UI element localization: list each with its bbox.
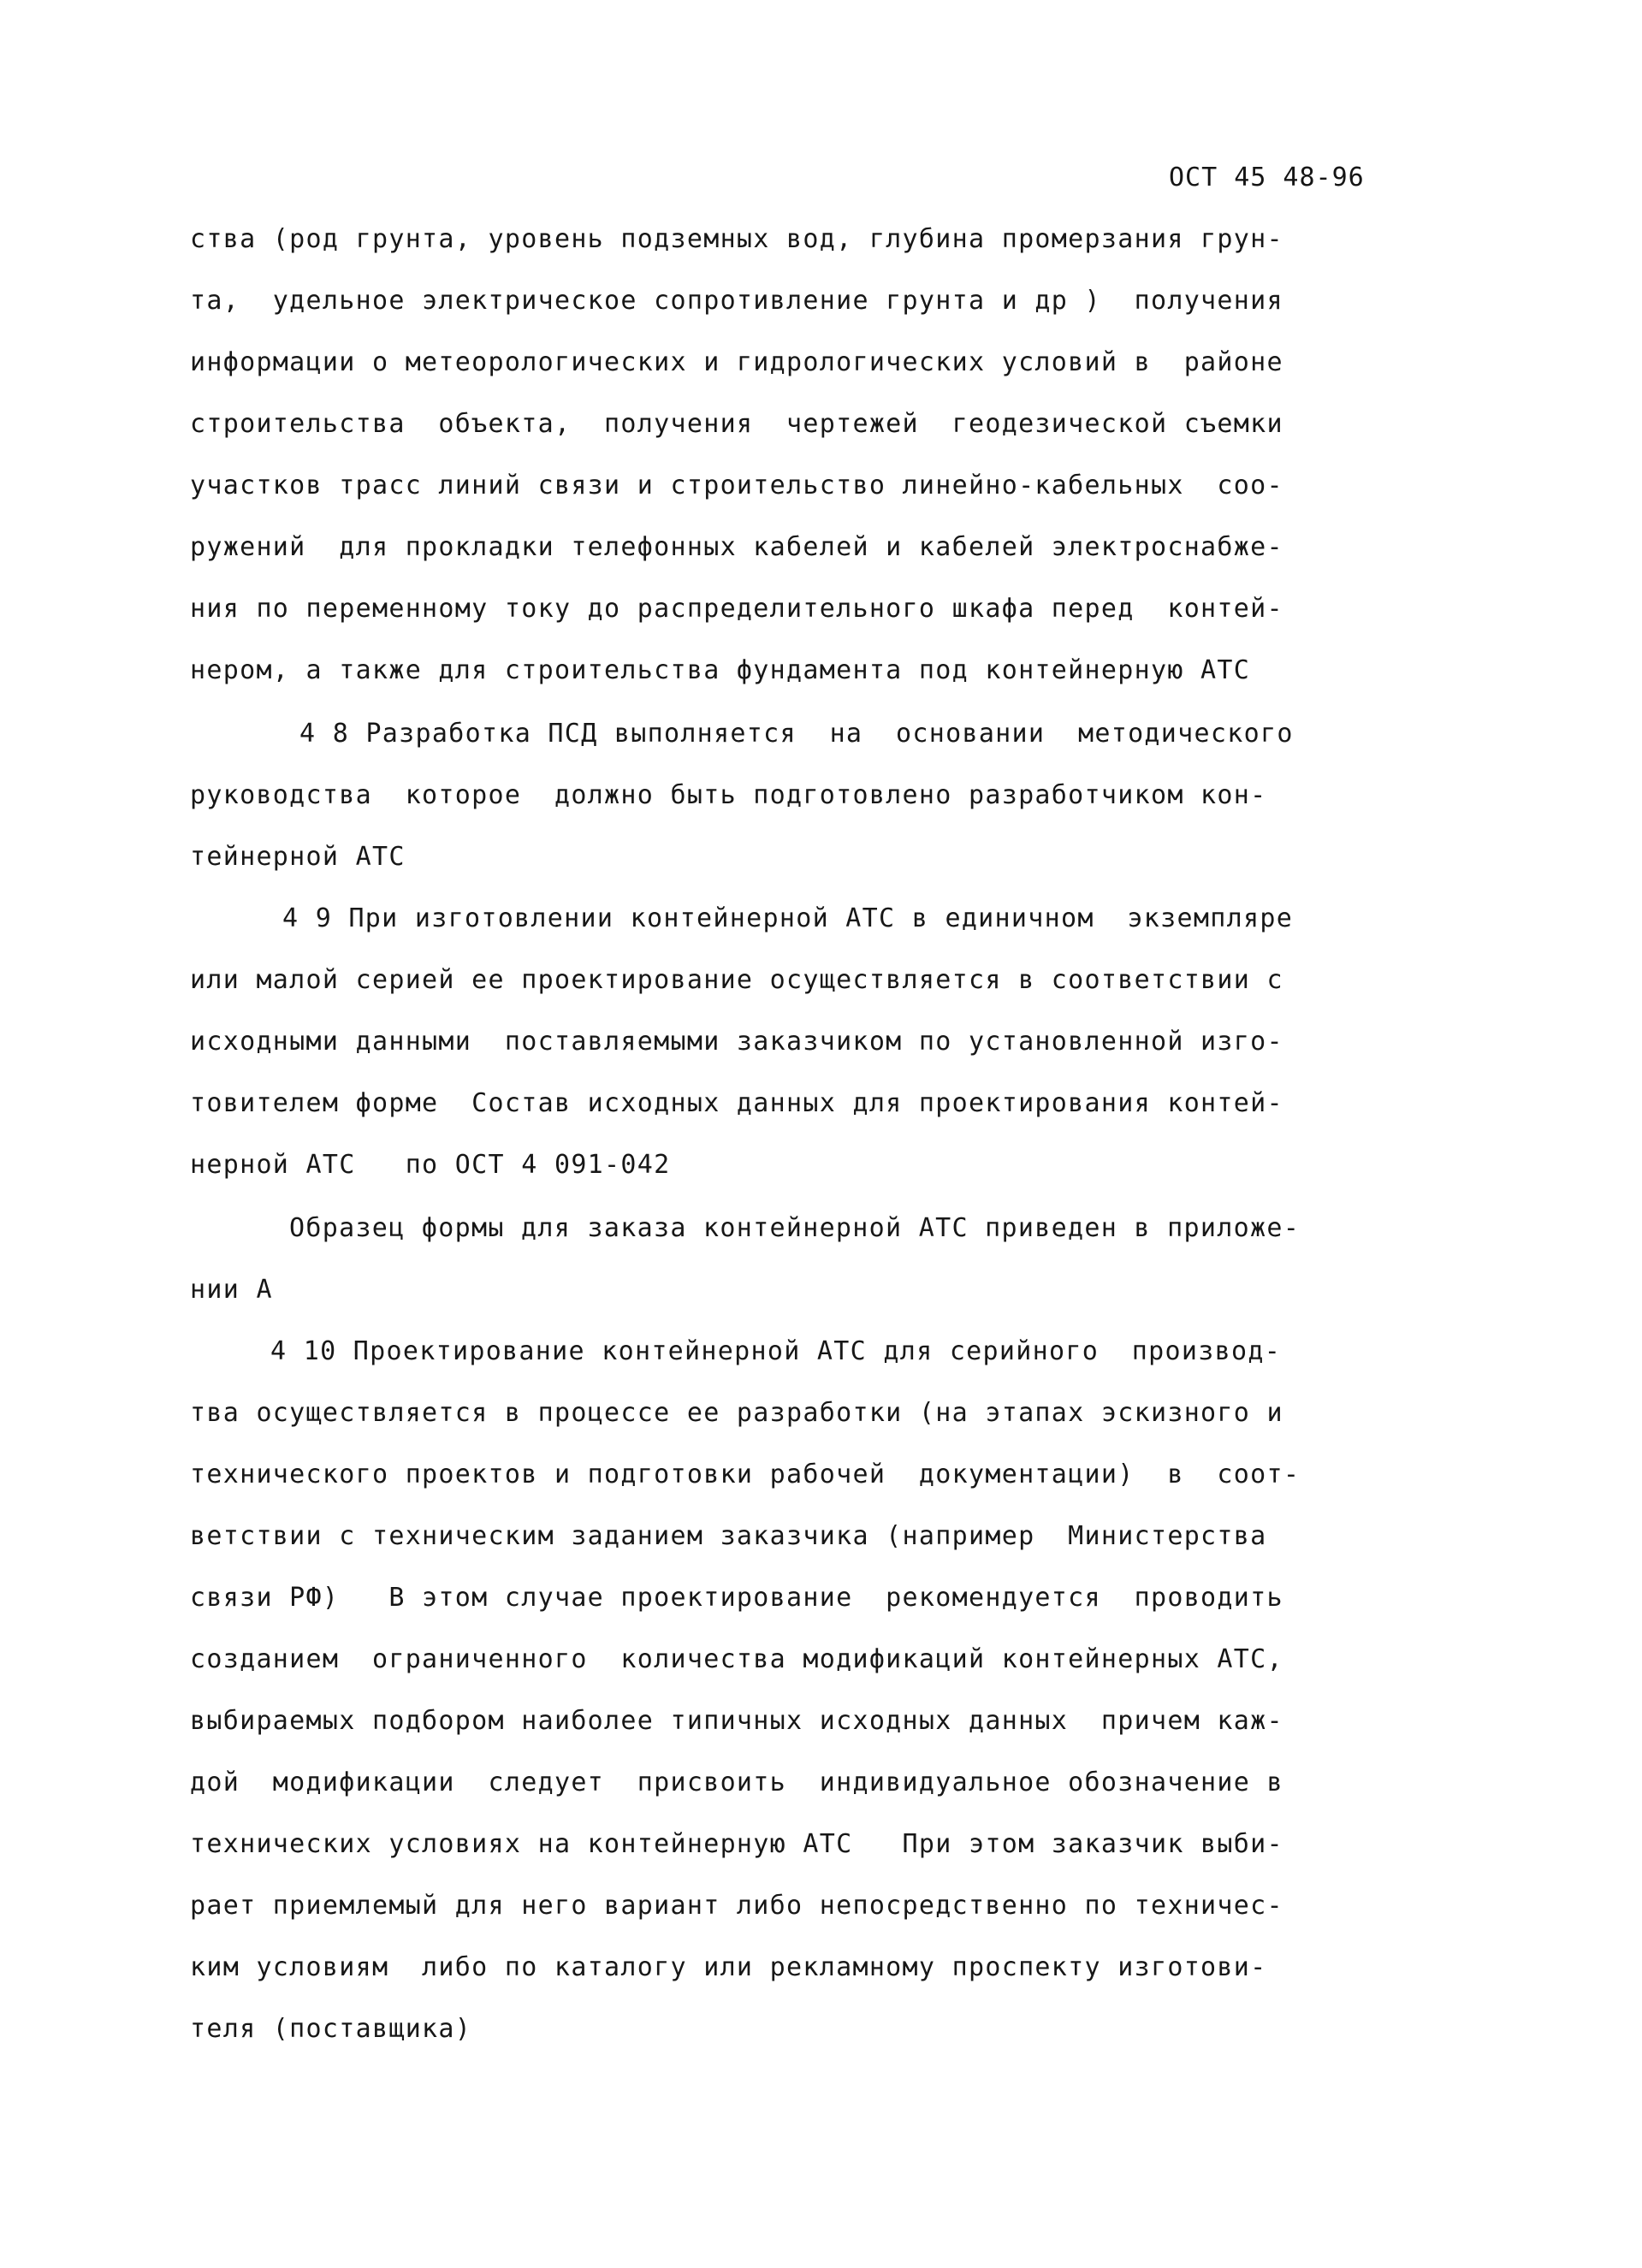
text-line: товителем форме Состав исходных данных для проектирования контей- <box>190 1088 1283 1118</box>
text-line: ружений для прокладки телефонных кабелей и кабелей электроснабже- <box>190 532 1283 562</box>
text-line: связи РФ) В этом случае проектирование рекомендуется проводить <box>190 1583 1283 1613</box>
text-line: дой модификации следует присвоить индивидуальное обозначение в <box>190 1768 1283 1797</box>
text-line: тва осуществляется в процессе ее разработки (на этапах эскизного и <box>190 1398 1283 1428</box>
text-line: участков трасс линий связи и строительство линейно-кабельных соо- <box>190 471 1283 500</box>
text-line: рает приемлемый для него вариант либо непосредственно по техничес- <box>190 1891 1283 1921</box>
text-line: та, удельное электрическое сопротивление грунта и др ) получения <box>190 286 1283 316</box>
document-code-header: ОСТ 45 48-96 <box>1169 163 1365 192</box>
paragraph-4-10-first-line: 4 10 Проектирование контейнерной АТС для серийного производ- <box>270 1336 1282 1366</box>
text-line: нером, а также для строительства фундамента под контейнерную АТС <box>190 655 1251 685</box>
text-line: ства (род грунта, уровень подземных вод, глубина промерзания грун- <box>190 224 1283 254</box>
text-line: строительства объекта, получения чертежей геодезической съемки <box>190 409 1283 439</box>
text-line: теля (поставщика) <box>190 2014 472 2044</box>
text-line: созданием ограниченного количества модификаций контейнерных АТС, <box>190 1644 1283 1674</box>
text-line: ким условиям либо по каталогу или рекламному проспекту изготови- <box>190 1952 1267 1982</box>
text-line: ния по переменному току до распределительного шкафа перед контей- <box>190 594 1283 624</box>
text-line: ветствии с техническим заданием заказчика (например Министерства <box>190 1521 1267 1551</box>
paragraph-4-9-first-line: 4 9 При изготовлении контейнерной АТС в единичном экземпляре <box>282 903 1294 933</box>
text-line: технического проектов и подготовки рабочей документации) в соот- <box>190 1460 1301 1489</box>
text-line: технических условиях на контейнерную АТС При этом заказчик выби- <box>190 1829 1283 1859</box>
text-line: выбираемых подбором наиболее типичных исходных данных причем каж- <box>190 1706 1283 1736</box>
paragraph-sample-form-first-line: Образец формы для заказа контейнерной АТС приведен в приложе- <box>289 1213 1301 1243</box>
text-line: исходными данными поставляемыми заказчиком по установленной изго- <box>190 1027 1283 1057</box>
text-line: нии А <box>190 1275 273 1305</box>
text-line: нерной АТС по ОСТ 4 091-042 <box>190 1150 671 1180</box>
text-line: или малой серией ее проектирование осуществляется в соответствии с <box>190 965 1283 995</box>
text-line: информации о метеорологических и гидрологических условий в районе <box>190 347 1283 377</box>
text-line: тейнерной АТС <box>190 842 406 872</box>
text-line: руководства которое должно быть подготовлено разработчиком кон- <box>190 780 1267 810</box>
paragraph-4-8-first-line: 4 8 Разработка ПСД выполняется на основании методического <box>299 719 1294 749</box>
